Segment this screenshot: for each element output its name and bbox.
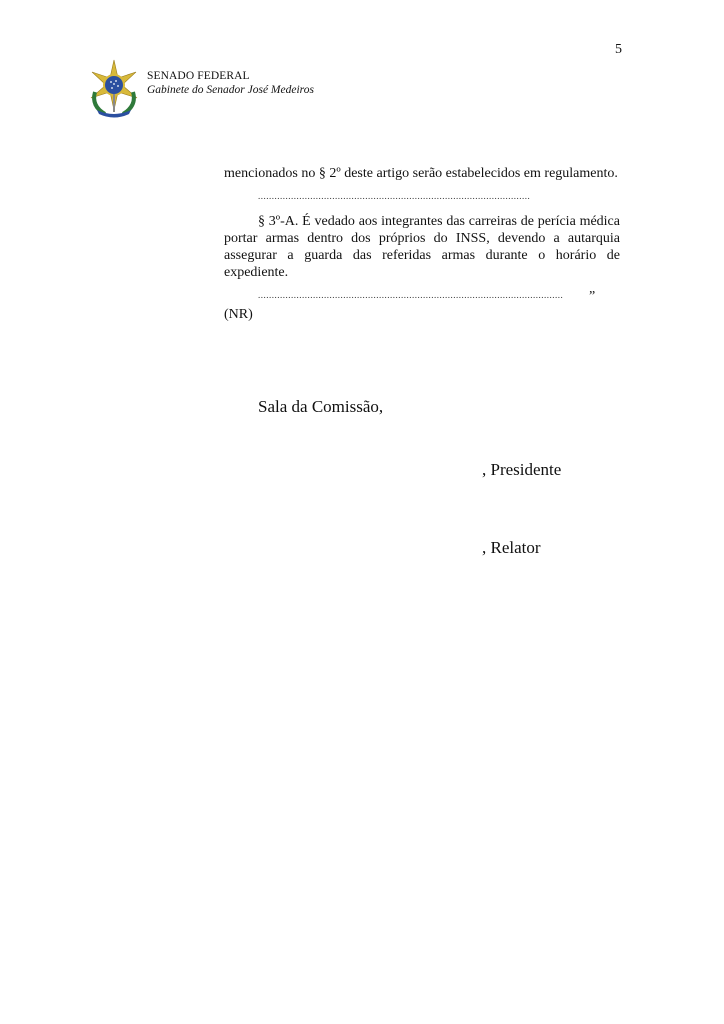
office-name: Gabinete do Senador José Medeiros: [147, 84, 314, 96]
page-number: 5: [615, 42, 622, 57]
ellipsis-line-1: ...................................................................................................: [258, 191, 531, 201]
paragraph-2: § 3º-A. É vedado aos integrantes das carreiras de perícia médica portar armas dentro dos próprios do INSS, devendo a autarquia assegurar a guarda das referidas armas durante o horário de expediente.: [224, 214, 620, 280]
ellipsis-line-2-row: [224, 287, 620, 304]
session-room: Sala da Comissão,: [258, 397, 384, 416]
nr-marker: (NR): [224, 307, 253, 322]
brasao-republica-icon: [85, 58, 143, 118]
letterhead: [85, 58, 405, 122]
rapporteur-signature: , Relator: [482, 538, 541, 557]
ellipsis-line-2: ...............................................................................................................: [258, 290, 564, 300]
organization-name: SENADO FEDERAL: [147, 70, 250, 82]
document-body: [224, 165, 620, 323]
paragraph-1: mencionados no § 2º deste artigo serão estabelecidos em regulamento.: [224, 166, 618, 181]
closing-quote: ”: [589, 289, 596, 304]
president-signature: , Presidente: [482, 460, 562, 479]
